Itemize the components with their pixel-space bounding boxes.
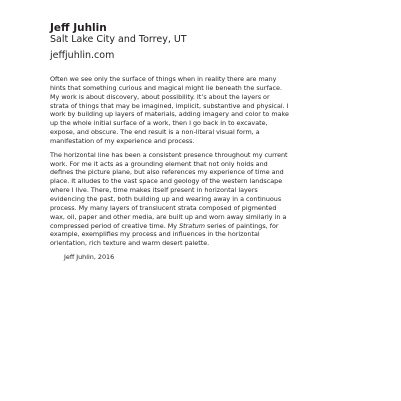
signature: Jeff Juhlin, 2016	[64, 253, 115, 262]
artist-statement	[50, 75, 290, 262]
statement-paragraph-2-text-a: The horizontal line has been a consistent presence throughout my current work. For me it acts as a grounding element that not only holds and defines the picture plane, but also references my experience of time and place. It alludes to the vast space and geology of the western landscape where I live. There, time makes itself present in horizontal layers evidencing the past, both building up and wearing away in a continuous process. My many layers of translucent strata composed of pigmented wax, oil, paper and other media, are built up and worn away similarly in a compressed period of creative time. My	[50, 150, 288, 230]
statement-paragraph-2-text-b: series of paintings, for example, exemplifies my process and influences in the horizontal orientation, rich texture and warm desert palette.	[50, 221, 279, 248]
artist-name: Jeff Juhlin	[50, 22, 107, 34]
artist-statement-page	[50, 22, 350, 262]
statement-paragraph-2	[50, 151, 290, 248]
artist-location: Salt Lake City and Torrey, UT	[50, 34, 187, 45]
statement-paragraph-1: Often we see only the surface of things when in reality there are many hints that something curious and magical might lie beneath the surface. My work is about discovery, about possibility. It’s about the layers or strata of things that may be imagined, implicit, substantive and physical. I work by building up layers of materials, adding imagery and color to make up the whole initial surface of a work, then I go back in to excavate, expose, and obscure. The end result is a non-literal visual form, a manifestation of my experience and process.	[50, 75, 289, 145]
artist-website: jeffjuhlin.com	[50, 50, 115, 61]
series-title: Stratum	[179, 221, 205, 230]
